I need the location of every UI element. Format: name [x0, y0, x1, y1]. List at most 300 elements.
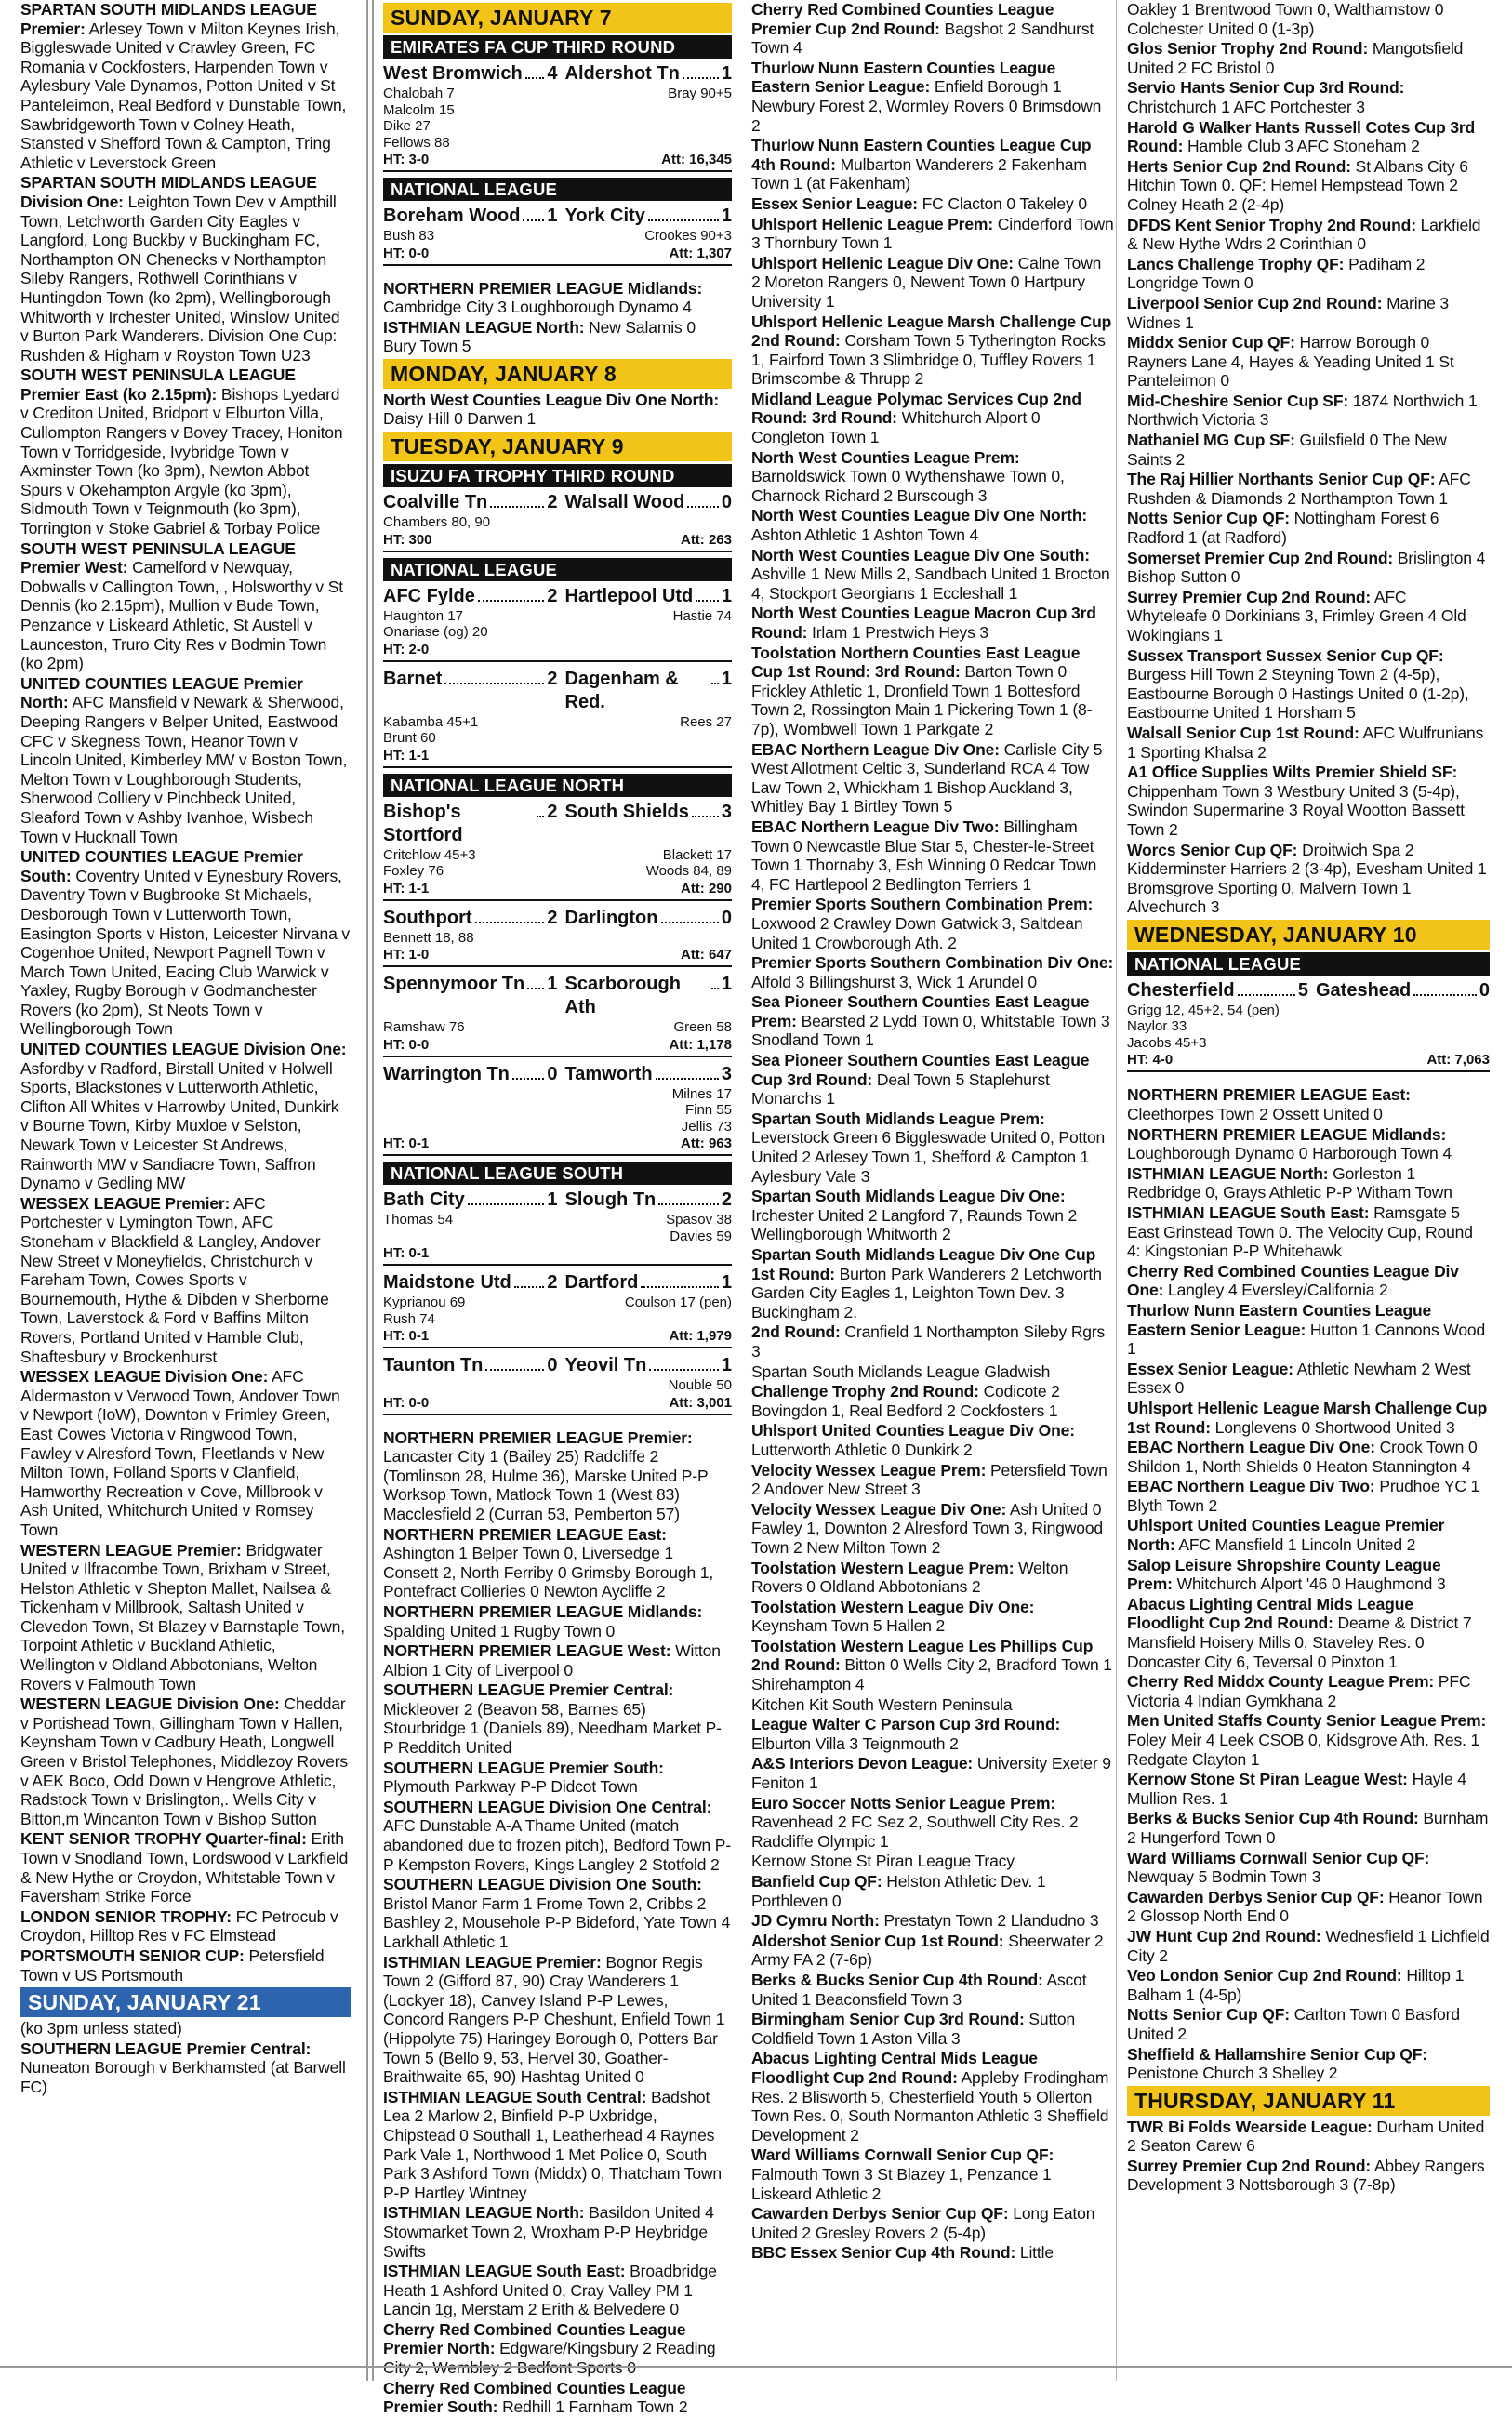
league-name: North West Counties League Div One North: [751, 506, 1088, 525]
result-entry [383, 1680, 732, 1757]
results-text: Mickleover 2 (Beavon 58, Barnes 65) Stourbridge 1 (Daniels 89), Needham Market P-P Redditch United [383, 1699, 722, 1758]
leader-dots [658, 1203, 719, 1205]
result-entry [1127, 1125, 1490, 1163]
halftime-score: HT: 0-0 [383, 1394, 430, 1411]
away-score: 1 [721, 974, 732, 995]
results-text: Redhill 1 Farnham Town 2 [502, 2397, 688, 2417]
league-name: Ward Williams Cornwall Senior Cup QF: [751, 2145, 1054, 2165]
league-name: Sussex Transport Sussex Senior Cup QF: [1127, 645, 1444, 665]
score-line [383, 973, 732, 1019]
league-name: North West Counties League Div One South: [751, 545, 1090, 564]
home-side [383, 205, 558, 228]
league-name: Berks & Bucks Senior Cup 4th Round: [751, 1970, 1043, 1989]
home-team: Maidstone Utd [383, 1272, 511, 1294]
results-text: Bearsted 2 Lydd Town 0, Whitstable Town 3 Snodland Town 1 [751, 1011, 1110, 1050]
league-name: ISTHMIAN LEAGUE North: [383, 317, 585, 337]
away-team: Slough Tn [564, 1189, 657, 1211]
league-name: Cherry Red Combined Counties League Premier Cup 2nd Round: [751, 0, 1054, 38]
result-entry [1127, 0, 1490, 38]
home-score: 5 [1297, 979, 1308, 1001]
league-name: Middx Senior Cup QF: [1127, 333, 1295, 352]
league-name: ISTHMIAN LEAGUE North: [1127, 1163, 1329, 1183]
result-entry [751, 604, 1114, 642]
away-scorers: Rees 27 [680, 713, 732, 730]
league-name: Uhlsport United Counties League Div One: [751, 1421, 1075, 1441]
league-name: NORTHERN PREMIER LEAGUE West: [383, 1641, 671, 1661]
league-name: Velocity Wessex League Prem: [751, 1460, 987, 1480]
league-name: Ward Williams Cornwall Senior Cup QF: [1127, 1848, 1430, 1867]
result-entry [1127, 1809, 1490, 1847]
date-heading: SUNDAY, JANUARY 21 [20, 1987, 351, 2017]
league-name: JW Hunt Cup 2nd Round: [1127, 1926, 1321, 1946]
league-name: PORTSMOUTH SENIOR CUP: [20, 1946, 245, 1965]
result-entry [1127, 588, 1490, 645]
results-text: Christchurch 1 AFC Portchester 3 [1127, 97, 1365, 116]
result-entry [1127, 2118, 1490, 2156]
league-name: EBAC Northern League Div Two: [751, 817, 1000, 836]
away-scorers: Spasov 38 Davies 59 [666, 1212, 732, 1244]
results-text: Falmouth Town 3 St Blazey 1, Penzance 1 Liskeard Athletic 2 [751, 2164, 1052, 2203]
results-text: Keynsham Town 5 Hallen 2 [751, 1616, 946, 1636]
results-text: Broadbridge Heath 1 Ashford United 0, Cray Valley PM 1 Lancin 1g, Merstam 2 Erith & Belvedere 0 [383, 2262, 717, 2319]
league-name: Essex Senior League: [1127, 1359, 1293, 1378]
home-scorers: Kabamba 45+1 Brunt 60 [383, 713, 479, 747]
away-score: 0 [1479, 979, 1490, 1001]
result-entry [20, 365, 351, 538]
competition-heading: EMIRATES FA CUP THIRD ROUND [383, 35, 732, 59]
leader-dots [475, 922, 545, 923]
halftime-score: HT: 0-1 [383, 1245, 430, 1262]
league-name: Toolstation Northern Counties East League Cup 1st Round: 3rd Round: [751, 643, 1081, 682]
result-entry [383, 1759, 732, 1797]
home-team: Warrington Tn [383, 1063, 510, 1084]
leader-dots [661, 922, 719, 923]
result-entry [20, 1040, 351, 1193]
results-text: Loxwood 2 Crawley Down Gatwick 3, Saltdean United 1 Crowborough Ath. 2 [751, 913, 1083, 952]
result-entry [751, 2049, 1114, 2145]
results-text: FC Petrocub v Croydon, Hilltop Res v FC Elmstead [20, 1906, 338, 1946]
league-name: Salop Leisure Shropshire County League Prem: [1127, 1555, 1441, 1594]
leader-dots [696, 600, 719, 602]
league-name: Cherry Red Middx County League Prem: [1127, 1672, 1435, 1692]
result-entry [751, 1500, 1114, 1558]
result-entry [751, 895, 1114, 952]
halftime-score: HT: 300 [383, 531, 432, 548]
home-side [383, 1189, 558, 1212]
result-entry [1127, 724, 1490, 762]
home-team: Spennymoor Tn [383, 974, 525, 995]
league-name: ISTHMIAN LEAGUE North: [383, 2203, 585, 2223]
halftime-score: HT: 3-0 [383, 152, 430, 167]
away-team: Gateshead [1316, 979, 1412, 1001]
results-text: Little [1019, 2243, 1054, 2263]
results-text: Irlam 1 Prestwich Heys 3 [812, 623, 988, 642]
column-4 [1127, 0, 1490, 2381]
spacer [383, 1421, 732, 1428]
results-text: Lutterworth Athletic 0 Dunkirk 2 [751, 1440, 973, 1459]
away-side [558, 973, 733, 1019]
result-entry [1127, 1164, 1490, 1202]
scorers [383, 1019, 732, 1036]
result-entry [751, 2145, 1114, 2203]
results-text: Guilsfield 0 The New Saints 2 [1127, 431, 1447, 469]
result-entry [751, 0, 1114, 58]
league-name: LONDON SENIOR TROPHY: [20, 1906, 232, 1926]
results-text: Cinderford Town 3 Thornbury Town 1 [751, 214, 1114, 253]
home-score: 0 [547, 1355, 558, 1376]
results-text: Codicote 2 Bovingdon 1, Real Bedford 2 Cockfosters 1 [751, 1382, 1060, 1420]
results-text: Burgess Hill Town 2 Steyning Town 2 (4-5p), Eastbourne Borough 0 Hastings United 0 (1-2p), Eastbourne United 1 Horsham 5 [1127, 665, 1469, 723]
result-entry [20, 1829, 351, 1906]
column-divider [366, 0, 368, 2381]
away-score: 0 [721, 907, 732, 928]
result-entry [1127, 1477, 1490, 1515]
result-entry [20, 1694, 351, 1828]
results-text: University Exeter 9 Feniton 1 [751, 1754, 1111, 1793]
away-side [1308, 979, 1490, 1003]
league-name: Uhlsport United Counties League Premier North: [1127, 1516, 1445, 1555]
league-name: Euro Soccer Notts Senior League Prem: [751, 1793, 1056, 1813]
away-score: 2 [721, 1189, 732, 1211]
league-name: Spartan South Midlands League Div One: [751, 1187, 1066, 1206]
results-text: Hilltop 1 Balham 1 (4-5p) [1127, 1966, 1465, 2004]
result-entry [1127, 1516, 1490, 1554]
result-entry [383, 2203, 732, 2261]
league-name: Spartan South Midlands League Prem: [751, 1109, 1045, 1128]
leader-dots [444, 683, 544, 684]
result-entry [1127, 1888, 1490, 1926]
league-name: North West Counties League Prem: [751, 447, 1020, 467]
league-name: UNITED COUNTIES LEAGUE Premier South: [20, 847, 303, 885]
result-entry [751, 2204, 1114, 2242]
leader-dots [485, 1369, 544, 1371]
results-text: Mulbarton Wanderers 2 Fakenham Town 1 (at Fakenham) [751, 154, 1087, 193]
league-name: SOUTHERN LEAGUE Division One South: [383, 1875, 702, 1894]
scorers [383, 1377, 732, 1394]
league-name: Uhlsport Hellenic League Marsh Challenge Cup 1st Round: [1127, 1398, 1488, 1437]
result-entry [1127, 1399, 1490, 1437]
league-name: ISTHMIAN LEAGUE Premier: [383, 1952, 602, 1972]
halftime-attendance [383, 1135, 732, 1156]
league-name: SOUTH WEST PENINSULA LEAGUE Premier East (ko 2.15pm): [20, 365, 296, 404]
league-name: Velocity Wessex League Div One: [751, 1499, 1007, 1519]
away-score: 1 [721, 63, 732, 84]
result-entry [383, 1953, 732, 2087]
home-team: Southport [383, 907, 472, 928]
result-entry [20, 2039, 351, 2097]
league-name: Abacus Lighting Central Mids League Floodlight Cup 2nd Round: [1127, 1594, 1413, 1633]
results-text: Petersfield Town 2 Andover New Street 3 [751, 1460, 1107, 1499]
league-name: Sea Pioneer Southern Counties East League Prem: [751, 992, 1090, 1030]
league-name: Notts Senior Cup QF: [1127, 509, 1290, 528]
league-name: Cherry Red Combined Counties League Premier South: [383, 2378, 686, 2417]
league-name: League Walter C Parson Cup 3rd Round: [751, 1715, 1061, 1734]
halftime-attendance [383, 1245, 732, 1266]
away-scorers: Coulson 17 (pen) [624, 1295, 732, 1311]
result-entry [20, 2019, 351, 2039]
results-text: Burnham 2 Hungerford Town 0 [1127, 1809, 1489, 1847]
home-side [383, 1063, 558, 1086]
league-name: ISTHMIAN LEAGUE South East: [1127, 1202, 1370, 1222]
date-heading: TUESDAY, JANUARY 9 [383, 432, 732, 461]
league-name: Notts Senior Cup QF: [1127, 2005, 1290, 2025]
result-entry [1127, 78, 1490, 116]
result-entry [383, 1525, 732, 1601]
results-text: Kernow Stone St Piran League Tracy [751, 1852, 1015, 1871]
scorers [383, 1295, 732, 1327]
away-team: Darlington [564, 907, 658, 928]
league-name: JD Cymru North: [751, 1911, 880, 1931]
away-side [558, 62, 733, 86]
home-team: Chesterfield [1127, 979, 1235, 1001]
result-entry [20, 1946, 351, 1985]
results-text: Dearne & District 7 Mansfield Hoisery Mills 0, Staveley Res. 0 Doncaster City 6, Teversal 0 Pinxton 1 [1127, 1614, 1472, 1671]
home-scorers: Chalobah 7 Malcolm 15 Dike 27 Fellows 88 [383, 86, 455, 151]
result-entry [751, 1911, 1114, 1931]
league-name: NORTHERN PREMIER LEAGUE Premier: [383, 1428, 693, 1447]
result-entry [1127, 549, 1490, 587]
results-text: Corsham Town 5 Tytherington Rocks 1, Fairford Town 3 Slimbridge 0, Tuffley Rovers 1 Brimscombe & Thrupp 2 [751, 331, 1106, 389]
away-team: South Shields [564, 801, 689, 822]
league-name: Kernow Stone St Piran League West: [1127, 1770, 1408, 1789]
results-text: Spalding United 1 Rugby Town 0 [383, 1621, 616, 1640]
result-entry [751, 448, 1114, 506]
home-side [383, 668, 558, 691]
leader-dots [641, 1286, 718, 1288]
page-bottom-rule [0, 2366, 1512, 2368]
result-entry [751, 1322, 1114, 1361]
results-text: Petersfield Town v US Portsmouth [20, 1946, 325, 1985]
result-entry [751, 1461, 1114, 1499]
halftime-attendance [383, 532, 732, 552]
results-text: Prudhoe YC 1 Blyth Town 2 [1127, 1477, 1480, 1515]
results-text: Nuneaton Borough v Berkhamsted (at Barwell FC) [20, 2058, 346, 2096]
away-scorers: Nouble 50 [668, 1377, 732, 1394]
results-text: Welton Rovers 0 Oldland Abbotonians 2 [751, 1558, 1068, 1597]
results-text: Hamble Club 3 AFC Stoneham 2 [1187, 137, 1420, 156]
away-scorers: Hastie 74 [672, 607, 732, 624]
date-heading: MONDAY, JANUARY 8 [383, 359, 732, 389]
league-name: EBAC Northern League Div Two: [1127, 1477, 1375, 1496]
scorers [383, 1212, 732, 1244]
results-text: Chippenham Town 3 Westbury United 3 (5-4p), Swindon Supermarine 3 Royal Wootton Bassett Town 2 [1127, 781, 1465, 839]
league-name: UNITED COUNTIES LEAGUE Premier North: [20, 673, 303, 712]
result-entry [751, 194, 1114, 214]
results-text: Gorleston 1 Redbridge 0, Grays Athletic P-P Witham Town [1127, 1163, 1452, 1202]
result-entry [751, 1559, 1114, 1597]
results-text: Ashington 1 Belper Town 0, Liversedge 1 Consett 2, North Ferriby 0 Grimsby Borough 1, Pontefract Collieries 0 Newton Aycliffe 2 [383, 1544, 714, 1601]
result-entry [20, 0, 351, 172]
leader-dots [711, 988, 719, 989]
result-entry [751, 1362, 1114, 1382]
result-entry [1127, 255, 1490, 293]
results-text: Irchester United 2 Langford 7, Raunds Town 2 Wellingborough Whitworth 2 [751, 1205, 1078, 1244]
scorers [383, 228, 732, 245]
league-name: North West Counties League Macron Cup 3rd Round: [751, 604, 1096, 642]
halftime-attendance [383, 246, 732, 266]
result-entry [751, 1637, 1114, 1694]
home-side [383, 62, 558, 86]
results-text: AFC Mansfield 1 Lincoln United 2 [1178, 1535, 1416, 1555]
results-text: Wednesfield 1 Lichfield City 2 [1127, 1926, 1490, 1965]
home-side [383, 585, 558, 608]
result-entry [383, 318, 732, 356]
attendance: Att: 1,307 [669, 245, 732, 261]
results-text: Basildon United 4 Stowmarket Town 2, Wroxham P-P Heybridge Swifts [383, 2203, 714, 2261]
home-side [383, 1354, 558, 1377]
result-entry [751, 2243, 1114, 2263]
leader-dots [478, 600, 544, 602]
results-text: AFC Whyteleafe 0 Dorkinians 3, Frimley Green 4 Old Wokingians 1 [1127, 587, 1466, 644]
competition-heading: NATIONAL LEAGUE SOUTH [383, 1162, 732, 1185]
date-heading: SUNDAY, JANUARY 7 [383, 3, 732, 33]
date-heading: WEDNESDAY, JANUARY 10 [1127, 920, 1490, 950]
result-entry [751, 992, 1114, 1050]
result-entry [1127, 509, 1490, 547]
scorers [383, 608, 732, 641]
league-name: SPARTAN SOUTH MIDLANDS LEAGUE Premier: [20, 0, 317, 38]
results-text: Abbey Rangers Development 3 Nottsborough 3 (7-8p) [1127, 2156, 1485, 2195]
column-divider [372, 0, 374, 2381]
league-name: Harold G Walker Hants Russell Cotes Cup 3rd Round: [1127, 117, 1476, 156]
halftime-attendance [383, 881, 732, 901]
score-line [383, 491, 732, 514]
result-entry [383, 2379, 732, 2417]
home-team: Bishop's Stortford [383, 801, 463, 845]
away-side [558, 668, 733, 714]
result-entry [751, 1932, 1114, 1970]
halftime-attendance [383, 947, 732, 967]
home-score: 2 [547, 801, 558, 822]
league-name: SPARTAN SOUTH MIDLANDS LEAGUE Division One: [20, 173, 317, 211]
away-side [558, 907, 733, 930]
result-entry [1127, 1301, 1490, 1359]
result-entry [1127, 1085, 1490, 1123]
result-entry [751, 1187, 1114, 1244]
result-entry [751, 390, 1114, 447]
league-name: WESSEX LEAGUE Division One: [20, 1367, 269, 1387]
result-entry [1127, 2157, 1490, 2195]
score-line [383, 1189, 732, 1212]
results-text: Deal Town 5 Staplehurst Monarchs 1 [751, 1069, 1050, 1109]
results-text: Oakley 1 Brentwood Town 0, Walthamstow 0 Colchester United 0 (1-3p) [1127, 0, 1444, 38]
league-name: SOUTHERN LEAGUE Division One Central: [383, 1797, 712, 1816]
result-entry [1127, 392, 1490, 430]
result-entry [383, 1798, 732, 1874]
results-text: Daisy Hill 0 Darwen 1 [383, 409, 537, 429]
result-entry [1127, 118, 1490, 156]
league-name: KENT SENIOR TROPHY Quarter-final: [20, 1829, 307, 1849]
result-entry [20, 847, 351, 1039]
result-entry [20, 674, 351, 846]
away-side [558, 1354, 733, 1377]
results-text: Kitchen Kit South Western Peninsula [751, 1694, 1013, 1714]
leader-dots [683, 77, 719, 79]
away-side [558, 585, 733, 608]
results-text: Coventry United v Eynesbury Rovers, Daventry Town v Bugbrooke St Michaels, Desborough Town v Lutterworth Town, Easington Sports v Histon, Leicester Nirvana v Cogenhoe United, Newport Pagnell Town v March Town United, Eacing Club Warwick v Yaxley, Rugby Borough v Godmanchester Rovers (ko 2pm), St Neots Town v Wellingborough Town [20, 866, 350, 1039]
league-name: 2nd Round: [751, 1322, 841, 1342]
away-score: 3 [721, 801, 732, 822]
league-name: UNITED COUNTIES LEAGUE Division One: [20, 1040, 347, 1059]
result-entry [751, 1051, 1114, 1109]
league-name: Servio Hants Senior Cup 3rd Round: [1127, 78, 1405, 98]
scorers [383, 714, 732, 747]
halftime-attendance [383, 748, 732, 768]
results-text: Billingham Town 0 Newcastle Blue Star 5, Chester-le-Street Town 1 Thornaby 3, Esh Winning 0 Redcar Town 4, FC Hartlepool 2 Bedlington Terriers 1 [751, 817, 1097, 894]
league-name: SOUTH WEST PENINSULA LEAGUE Premier West: [20, 538, 296, 578]
result-entry [383, 391, 732, 429]
results-text: Bristol Manor Farm 1 Frome Town 2, Cribbs 2 Bashley 2, Mousehole P-P Bideford, Yate Town 4 Larkhall Athletic 1 [383, 1893, 731, 1951]
league-name: Worcs Senior Cup QF: [1127, 840, 1298, 859]
home-score: 2 [547, 668, 558, 689]
halftime-score: HT: 1-1 [383, 880, 430, 896]
league-name: Challenge Trophy 2nd Round: [751, 1382, 979, 1401]
league-name: EBAC Northern League Div One: [751, 739, 1000, 759]
column-1 [20, 0, 351, 2381]
leader-dots [525, 77, 545, 79]
result-entry [751, 1754, 1114, 1792]
league-name: Abacus Lighting Central Mids League Floodlight Cup 2nd Round: [751, 2049, 1038, 2087]
result-entry [383, 279, 732, 317]
results-text: Loughborough Dynamo 0 Harborough Town 4 [1127, 1144, 1452, 1163]
league-name: Walsall Senior Cup 1st Round: [1127, 723, 1359, 742]
halftime-score: HT: 1-0 [383, 947, 430, 963]
results-text: Ash United 0 Fawley 1, Downton 2 Alresford Town 3, Ringwood Town 2 New Milton Town 2 [751, 1499, 1103, 1557]
result-entry [383, 1875, 732, 1951]
leader-dots [656, 1078, 719, 1080]
league-name: Cawarden Derbys Senior Cup QF: [751, 2204, 1009, 2224]
results-text: Brislington 4 Bishop Sutton 0 [1127, 548, 1486, 587]
halftime-score: HT: 0-1 [383, 1328, 430, 1345]
result-entry [20, 1541, 351, 1694]
result-entry [1127, 1262, 1490, 1300]
leader-dots [1413, 994, 1477, 996]
leader-dots [687, 506, 718, 508]
league-name: Lancs Challenge Trophy QF: [1127, 254, 1345, 273]
home-team: Taunton Tn [383, 1355, 484, 1376]
results-text: Sheerwater 2 Army FA 2 (7-6p) [751, 1931, 1104, 1970]
leader-dots [711, 683, 719, 684]
results-text: Padiham 2 Longridge Town 0 [1127, 254, 1426, 293]
results-text: Crook Town 0 Shildon 1, North Shields 0 Heaton Stannington 4 [1127, 1438, 1478, 1476]
results-text: Whitchurch Alport '46 0 Haughmond 3 [1176, 1574, 1446, 1594]
spacer [1127, 1078, 1490, 1085]
away-team: Hartlepool Utd [564, 585, 694, 606]
home-team: Barnet [383, 668, 443, 689]
match-report [383, 973, 732, 1057]
leader-dots [514, 1286, 545, 1288]
match-report [1127, 979, 1490, 1073]
halftime-attendance [1127, 1052, 1490, 1072]
result-entry [751, 1872, 1114, 1910]
results-text: Ashville 1 New Mills 2, Sandbach United 1 Brocton 4, Stockport Georgians 1 Eccleshall 1 [751, 564, 1110, 603]
results-text: Larkfield & New Hythe Wdrs 2 Corinthian 0 [1127, 215, 1481, 254]
results-text: Bagshot 2 Sandhurst Town 4 [751, 19, 1094, 58]
result-entry [1127, 294, 1490, 332]
match-report [383, 585, 732, 662]
leader-dots [523, 219, 544, 221]
result-entry [1127, 2045, 1490, 2083]
league-name: ISTHMIAN LEAGUE South Central: [383, 2087, 647, 2106]
results-text: Cheddar v Portishead Town, Gillingham Town v Hallen, Keynsham Town v Cadbury Heath, Longwell Green v Bristol Telephones, Middlezoy Rovers v AEK Boco, Odd Down v Hengrove Athletic, Radstock Town v Brislington,. Wells City v Bitton,m Wincanton Town v Bishop Sutton [20, 1694, 348, 1828]
home-side [383, 973, 558, 996]
results-text: Bitton 0 Wells City 2, Bradford Town 1 Shirehampton 4 [751, 1655, 1112, 1694]
results-text: Edgware/Kingsbury 2 Reading City 2, Wembley 2 Bedfont Sports 0 [383, 2339, 716, 2378]
away-score: 1 [721, 668, 732, 689]
away-team: Dagenham & Red. [564, 668, 679, 712]
match-report [383, 1063, 732, 1157]
results-text: Cranfield 1 Northampton Sileby Rgrs 3 [751, 1322, 1106, 1361]
